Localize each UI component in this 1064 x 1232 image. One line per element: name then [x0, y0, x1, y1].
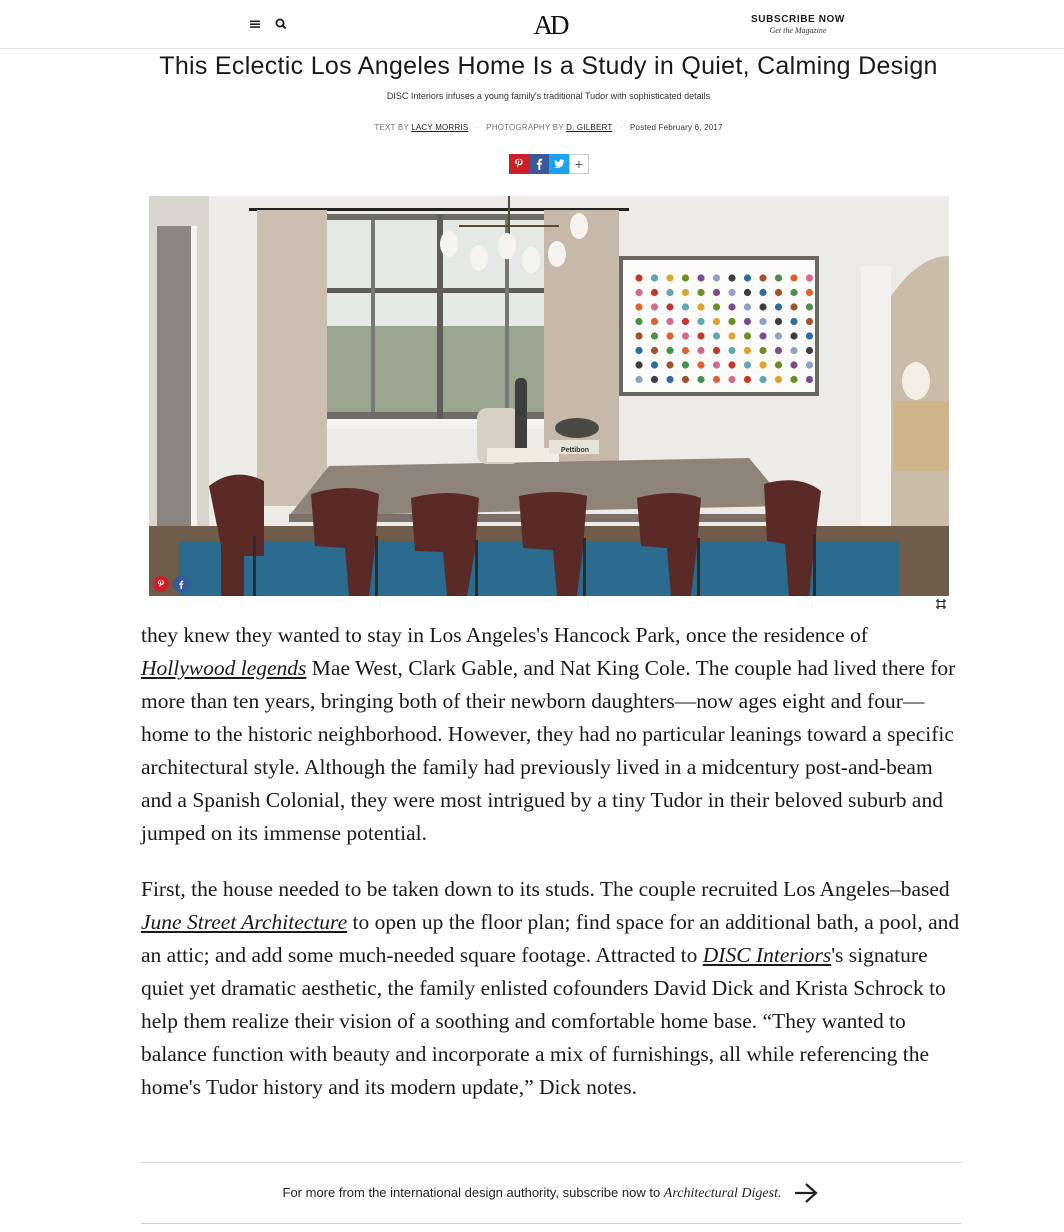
- subscribe-now-link[interactable]: [738, 14, 858, 35]
- author-link[interactable]: LACY MORRIS: [411, 123, 469, 132]
- facebook-icon: [535, 158, 543, 170]
- subscribe-label: SUBSCRIBE NOW: [751, 14, 845, 25]
- june-street-architecture-link[interactable]: June Street Architecture: [141, 910, 348, 934]
- facebook-share-button[interactable]: [529, 154, 549, 174]
- artwork-dot: [682, 332, 689, 339]
- artwork-dot: [790, 318, 797, 325]
- artwork-dot: [775, 347, 782, 354]
- artwork-dot: [697, 289, 704, 296]
- artwork-dot: [651, 289, 658, 296]
- artwork-dot: [775, 332, 782, 339]
- artwork-dot: [759, 332, 766, 339]
- artwork-dot: [790, 274, 797, 281]
- artwork-dot: [806, 289, 813, 296]
- share-buttons: [509, 154, 589, 174]
- artwork-dot: [651, 303, 658, 310]
- artwork-dot: [728, 289, 735, 296]
- artwork-dot: [759, 376, 766, 383]
- posted-date: Posted February 6, 2017: [630, 123, 723, 132]
- byline-separator: ·: [619, 123, 623, 132]
- artwork-dot: [666, 332, 673, 339]
- pinterest-icon: [157, 579, 165, 589]
- artwork-dot: [744, 318, 751, 325]
- artwork-dot: [759, 347, 766, 354]
- disc-interiors-link[interactable]: DISC Interiors: [702, 943, 832, 967]
- artwork-dot: [759, 318, 766, 325]
- search-icon[interactable]: [273, 16, 289, 32]
- artwork-dot: [728, 376, 735, 383]
- artwork-dot: [775, 303, 782, 310]
- artwork-dot: [651, 318, 658, 325]
- artwork-dot: [728, 303, 735, 310]
- paragraph-text: First, the house needed to be taken down to its studs. The couple recruited Los Angeles–based: [141, 877, 950, 901]
- artwork-dot: [790, 303, 797, 310]
- menu-icon[interactable]: [247, 16, 263, 32]
- artwork-dot: [713, 274, 720, 281]
- artwork-dot: [635, 347, 642, 354]
- article-title: This Eclectic Los Angeles Home Is a Study in Quiet, Calming Design: [159, 52, 938, 80]
- artwork-dot: [759, 289, 766, 296]
- artwork-dot: [728, 332, 735, 339]
- artwork-dot: [713, 332, 720, 339]
- photography-by-label: PHOTOGRAPHY BY: [486, 123, 564, 132]
- artwork-dot: [666, 376, 673, 383]
- image-facebook-share-button[interactable]: [173, 576, 189, 592]
- artwork-dot: [806, 376, 813, 383]
- subscribe-promo-banner[interactable]: [141, 1162, 961, 1224]
- artwork-dot: [666, 318, 673, 325]
- top-navigation: [0, 0, 1064, 49]
- dining-room-illustration: [149, 196, 949, 596]
- artwork-dot: [635, 289, 642, 296]
- artwork-dot: [651, 361, 658, 368]
- artwork-dot: [697, 303, 704, 310]
- ad-logo[interactable]: AD: [533, 10, 567, 40]
- artwork-dot: [806, 303, 813, 310]
- artwork-dot: [713, 303, 720, 310]
- facebook-icon: [178, 580, 184, 589]
- artwork-dot: [728, 318, 735, 325]
- subscribe-sublabel: Get the Magazine: [769, 26, 827, 35]
- artwork-dot: [651, 332, 658, 339]
- artwork-dot: [682, 376, 689, 383]
- artwork-dot: [775, 361, 782, 368]
- artwork-dot: [806, 361, 813, 368]
- artwork-dot: [682, 361, 689, 368]
- artwork-dot: [744, 274, 751, 281]
- artwork-dot: [759, 361, 766, 368]
- image-share-buttons: [153, 576, 189, 592]
- artwork-dot: [697, 347, 704, 354]
- artwork-dot: [697, 332, 704, 339]
- artwork-dot: [682, 303, 689, 310]
- artwork-dot: [744, 332, 751, 339]
- paragraph-text: Mae West, Clark Gable, and Nat King Cole. The couple had lived there for more than ten years, bringing both of their newborn daughters—now ages eight and four—home to the historic neighborhood. However, they had no particular leanings toward a specific architectural style. Although the family had previously lived in a midcentury post-and-beam and a Spanish Colonial, they were most intrigued by a tiny Tudor in their beloved suburb and jumped on its immense potential.: [141, 656, 956, 845]
- artwork-dot: [635, 274, 642, 281]
- byline-separator: ·: [475, 123, 479, 132]
- artwork-dot: [790, 376, 797, 383]
- artwork-dot: [806, 318, 813, 325]
- pinterest-share-button[interactable]: [509, 154, 529, 174]
- artwork-dot: [666, 361, 673, 368]
- promo-message: For more from the international design authority, subscribe now to: [282, 1184, 664, 1200]
- artwork-dot: [713, 347, 720, 354]
- artwork-dot: [651, 376, 658, 383]
- artwork-dot: [697, 318, 704, 325]
- hero-image-dining-room: [149, 196, 949, 596]
- artwork-dot: [697, 361, 704, 368]
- hollywood-legends-link[interactable]: Hollywood legends: [141, 656, 307, 680]
- artwork-dot: [635, 376, 642, 383]
- artwork-dot: [744, 347, 751, 354]
- artwork-dot: [775, 376, 782, 383]
- artwork-dot: [713, 376, 720, 383]
- artwork-dot: [635, 303, 642, 310]
- artwork-dot: [713, 318, 720, 325]
- artwork-dot: [697, 376, 704, 383]
- pinterest-icon: [514, 158, 524, 170]
- artwork-dot: [790, 361, 797, 368]
- article-paragraph-2: [141, 873, 965, 1104]
- artwork-dot: [666, 347, 673, 354]
- artwork-dot: [806, 347, 813, 354]
- artwork-dot: [775, 274, 782, 281]
- artwork-dot: [744, 361, 751, 368]
- paragraph-text: they knew they wanted to stay in Los Angeles's Hancock Park, once the residence of: [141, 623, 868, 647]
- artwork-dot: [759, 274, 766, 281]
- artwork-dot: [775, 318, 782, 325]
- promo-text: [283, 1185, 782, 1202]
- artwork-dot: [728, 274, 735, 281]
- expand-image-icon[interactable]: [935, 598, 947, 610]
- artwork-dot: [713, 289, 720, 296]
- artwork-dot: [775, 289, 782, 296]
- image-pinterest-share-button[interactable]: [153, 576, 169, 592]
- artwork-dot: [682, 347, 689, 354]
- paragraph-text: 's signature quiet yet dramatic aesthetic, the family enlisted cofounders David Dick and Krista Schrock to help them realize their vision of a soothing and comfortable home base. “They wanted to balance function with beauty and incorporate a mix of furnishings, all while referencing the home's Tudor history and its modern update,” Dick notes.: [141, 943, 946, 1099]
- artwork-dot: [651, 274, 658, 281]
- artwork-dot: [744, 289, 751, 296]
- artwork-dot: [682, 274, 689, 281]
- artwork-dot: [790, 347, 797, 354]
- text-by-label: TEXT BY: [374, 123, 409, 132]
- artwork-dot: [635, 332, 642, 339]
- artwork-dot: [635, 361, 642, 368]
- artwork-dot: [806, 332, 813, 339]
- artwork-dot: [666, 274, 673, 281]
- artwork-dot: [651, 347, 658, 354]
- twitter-share-button[interactable]: [549, 154, 569, 174]
- article-byline: [0, 122, 1064, 134]
- artwork-dot: [635, 318, 642, 325]
- twitter-icon: [554, 159, 565, 169]
- artwork-dot: [806, 274, 813, 281]
- artwork-dot: [682, 318, 689, 325]
- article-paragraph-1: [141, 619, 965, 850]
- artwork-dot: [744, 303, 751, 310]
- artwork-dot: [744, 376, 751, 383]
- artwork-dot: [666, 289, 673, 296]
- artwork-dot: [790, 332, 797, 339]
- artwork-dot: [682, 289, 689, 296]
- photographer-link[interactable]: D. GILBERT: [566, 123, 613, 132]
- paragraph-text: to open up the floor plan; find space for an additional bath, a pool, and an attic; and add some much-needed square footage. Attracted to: [141, 910, 960, 967]
- artwork-dot: [790, 289, 797, 296]
- promo-magazine-name: Architectural Digest.: [663, 1185, 782, 1201]
- arrow-right-icon: [793, 1181, 819, 1205]
- book-label-pettibon: Pettibon: [561, 447, 589, 454]
- artwork-dot: [697, 274, 704, 281]
- artwork-dot: [666, 303, 673, 310]
- artwork-dot: [728, 347, 735, 354]
- artwork-dot: [728, 361, 735, 368]
- artwork-dot: [759, 303, 766, 310]
- article-dek: DISC Interiors infuses a young family's traditional Tudor with sophisticated details: [386, 91, 711, 101]
- artwork-dot: [713, 361, 720, 368]
- more-share-button[interactable]: +: [569, 154, 589, 174]
